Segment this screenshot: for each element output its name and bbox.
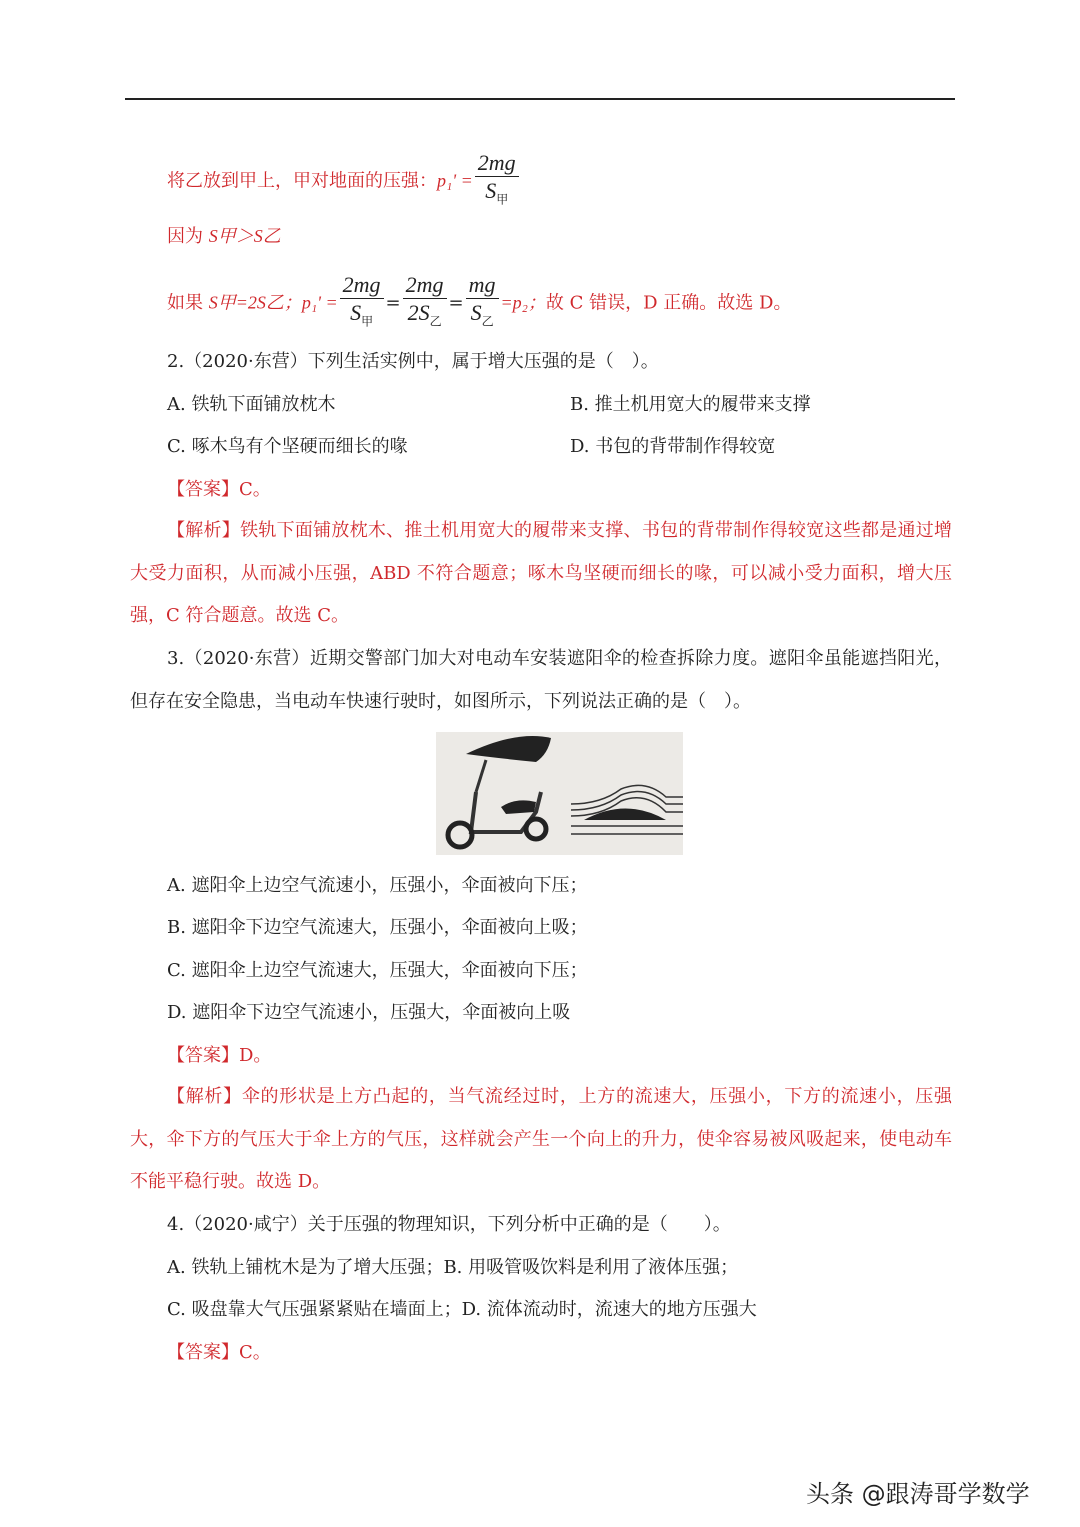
q3-option-d: D. 遮阳伞下边空气流速小，压强大，伞面被向上吸: [167, 1002, 571, 1023]
q2-option-b: B. 推土机用宽大的履带来支撑: [570, 394, 811, 415]
q3-analysis: [130, 1076, 952, 1204]
subscript: 乙: [481, 314, 494, 329]
solution-line-1: [167, 150, 521, 213]
watermark: 头条 @跟涛哥学数学: [806, 1480, 1030, 1508]
answer-label: 【答案】: [167, 479, 239, 500]
q3-stem: 3.（2020·东营）近期交警部门加大对电动车安装遮阳伞的检查拆除力度。遮阳伞虽能遮挡阳光，但存在安全隐患，当电动车快速行驶时，如图所示，下列说法正确的是（ ）。: [130, 648, 952, 712]
analysis-text: 铁轨下面铺放枕木、推土机用宽大的履带来支撑、书包的背带制作得较宽这些都是通过增大受力面积，从而减小压强，ABD 不符合题意；啄木鸟坚硬而细长的喙，可以减小受力面积，增大压强，C 符合题意。故选 C。: [130, 520, 953, 626]
q3-option-a: A. 遮阳伞上边空气流速小，压强小，伞面被向下压；: [167, 875, 588, 896]
q4-options-ab: A. 铁轨上铺枕木是为了增大压强；B. 用吸管吸饮料是利用了液体压强；: [167, 1257, 739, 1278]
denominator: S: [470, 300, 482, 325]
q2-answer: [167, 478, 271, 502]
fraction-1: [340, 272, 384, 335]
q2-option-d: D. 书包的背带制作得较宽: [570, 436, 776, 457]
answer-label: 【答案】: [167, 1045, 239, 1066]
formula-rhs: =p₂；: [500, 292, 546, 313]
q4-options-cd: C. 吸盘靠大气压强紧紧贴在墙面上；D. 流体流动时，流速大的地方压强大: [167, 1299, 757, 1320]
scooter-umbrella-airflow-figure: [436, 732, 683, 855]
formula: S甲＞S乙: [208, 226, 281, 246]
subscript: 乙: [429, 314, 442, 329]
analysis-label: 【解析】: [167, 1086, 242, 1107]
conclusion: 故 C 错误，D 正确。故选 D。: [545, 292, 792, 314]
q4-stem: 4.（2020·咸宁）关于压强的物理知识，下列分析中正确的是（ ）。: [167, 1214, 731, 1235]
fraction-2: [403, 272, 447, 335]
text: 将乙放到甲上，甲对地面的压强：: [167, 170, 437, 192]
analysis-text: 伞的形状是上方凸起的，当气流经过时，上方的流速大，压强小，下方的流速小，压强大，伞下方的气压大于伞上方的气压，这样就会产生一个向上的升力，使伞容易被风吸起来，使电动车不能平稳行驶。故选 D。: [130, 1086, 953, 1192]
fraction-3: [466, 272, 499, 335]
q3-option-c: C. 遮阳伞上边空气流速大，压强大，伞面被向下压；: [167, 960, 588, 981]
text: 如果: [167, 292, 203, 314]
text: 因为: [167, 226, 203, 247]
solution-line-3: 如果 S甲=2S乙；p₁' = $\frac{2mg}{S_甲}$ = $\frac{2mg}{2S_乙}$ = $\frac{mg}{S_乙}$ =p₂；故 C 错误，D 正确。故选 D。: [167, 272, 791, 335]
denominator: S: [350, 300, 362, 325]
numerator: 2mg: [475, 150, 519, 177]
numerator: 2mg: [340, 272, 384, 299]
answer-value: C。: [239, 1342, 271, 1363]
denominator: S: [485, 178, 497, 203]
subscript: 甲: [361, 314, 374, 329]
q3-answer: [167, 1044, 271, 1068]
condition: S甲=2S乙；: [208, 292, 302, 313]
q2-option-c: C. 啄木鸟有个坚硬而细长的喙: [167, 436, 408, 457]
solution-line-2: [167, 224, 281, 249]
answer-value: D。: [239, 1045, 272, 1066]
subscript: 甲: [496, 192, 509, 207]
answer-value: C。: [239, 479, 271, 500]
formula-lhs: p₁' =: [437, 170, 473, 191]
q2-analysis: [130, 510, 952, 638]
header-rule: [125, 98, 955, 100]
q3-option-b: B. 遮阳伞下边空气流速大，压强小，伞面被向上吸；: [167, 917, 588, 938]
q2-stem: 2.（2020·东营）下列生活实例中，属于增大压强的是（ ）。: [167, 351, 659, 372]
numerator: mg: [466, 272, 499, 299]
formula-lhs: p₁' =: [301, 292, 338, 313]
denominator: 2S: [407, 300, 430, 325]
numerator: 2mg: [403, 272, 447, 299]
q4-answer: [167, 1341, 271, 1365]
q2-option-a: A. 铁轨下面铺放枕木: [167, 394, 336, 415]
answer-label: 【答案】: [167, 1342, 239, 1363]
analysis-label: 【解析】: [167, 520, 241, 541]
fraction: [475, 150, 519, 213]
